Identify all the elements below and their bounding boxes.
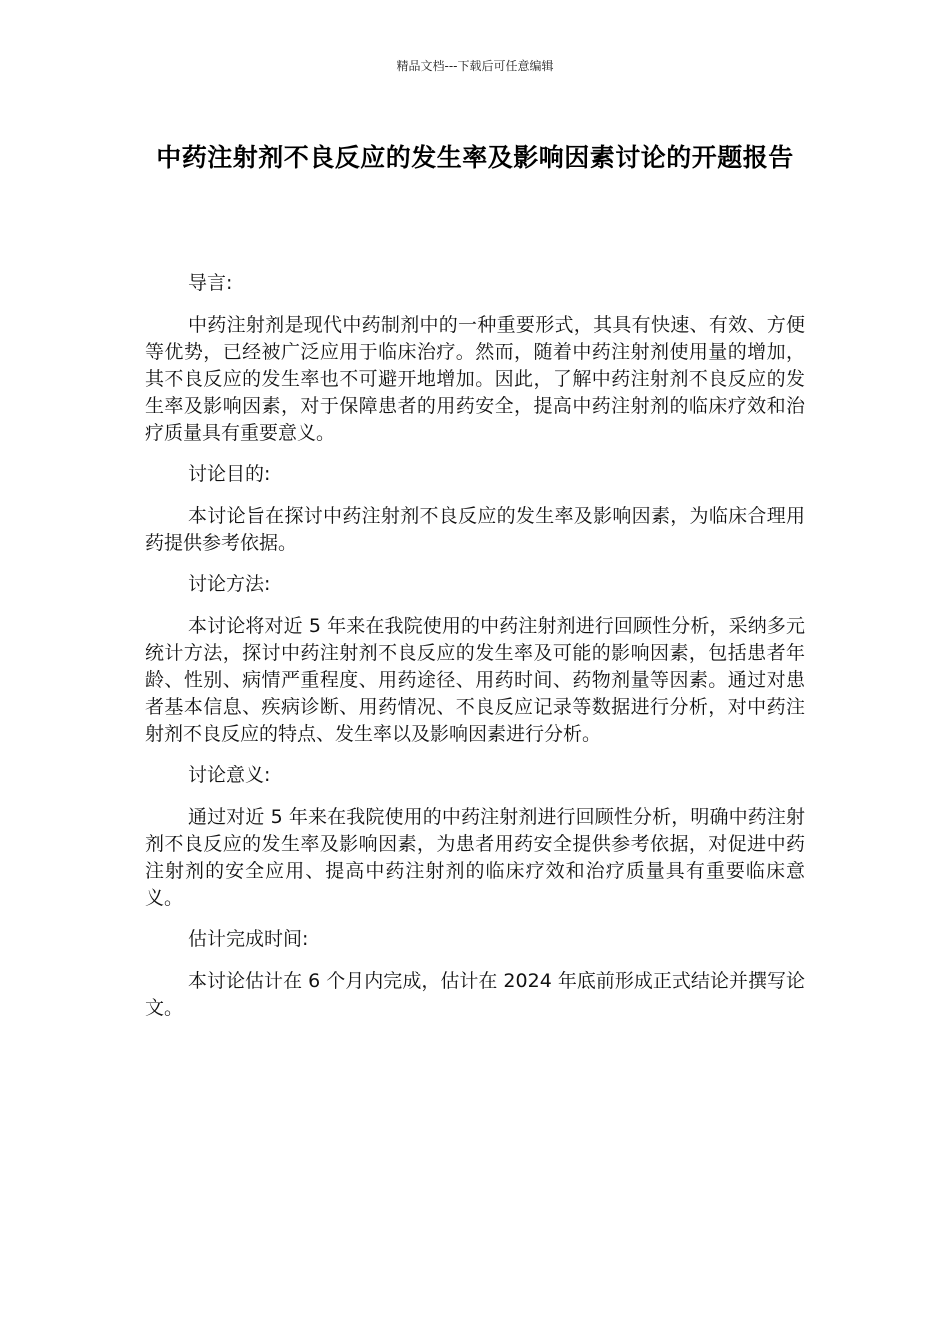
section-body-significance: 通过对近 5 年来在我院使用的中药注射剂进行回顾性分析，明确中药注射剂不良反应的发生率及影响因素，为患者用药安全提供参考依据，对促进中药注射剂的安全应用、提高中药注射剂的临床疗效和治疗质量具有重要临床意义。: [145, 806, 805, 909]
document-body: [145, 270, 805, 1036]
section-heading-introduction: 导言:: [188, 272, 233, 294]
section-heading-method: 讨论方法:: [188, 573, 271, 595]
section-heading-significance: 讨论意义:: [188, 764, 271, 786]
section-body-timeline: 本讨论估计在 6 个月内完成，估计在 2024 年底前形成正式结论并撰写论文。: [145, 970, 805, 1019]
section-heading-objective: 讨论目的:: [188, 463, 271, 485]
section-body-method: 本讨论将对近 5 年来在我院使用的中药注射剂进行回顾性分析，采纳多元统计方法，探讨中药注射剂不良反应的发生率及可能的影响因素，包括患者年龄、性别、病情严重程度、用药途径、用药时间、药物剂量等因素。通过对患者基本信息、疾病诊断、用药情况、不良反应记录等数据进行分析，对中药注射剂不良反应的特点、发生率以及影响因素进行分析。: [145, 615, 805, 745]
document-title: 中药注射剂不良反应的发生率及影响因素讨论的开题报告: [156, 143, 794, 172]
section-body-introduction: 中药注射剂是现代中药制剂中的一种重要形式，其具有快速、有效、方便等优势，已经被广泛应用于临床治疗。然而，随着中药注射剂使用量的增加，其不良反应的发生率也不可避开地增加。因此，了解中药注射剂不良反应的发生率及影响因素，对于保障患者的用药安全，提高中药注射剂的临床疗效和治疗质量具有重要意义。: [145, 314, 805, 444]
section-heading-timeline: 估计完成时间:: [188, 928, 309, 950]
section-body-objective: 本讨论旨在探讨中药注射剂不良反应的发生率及影响因素，为临床合理用药提供参考依据。: [145, 505, 805, 554]
header-note: 精品文档---下载后可任意编辑: [396, 59, 554, 73]
